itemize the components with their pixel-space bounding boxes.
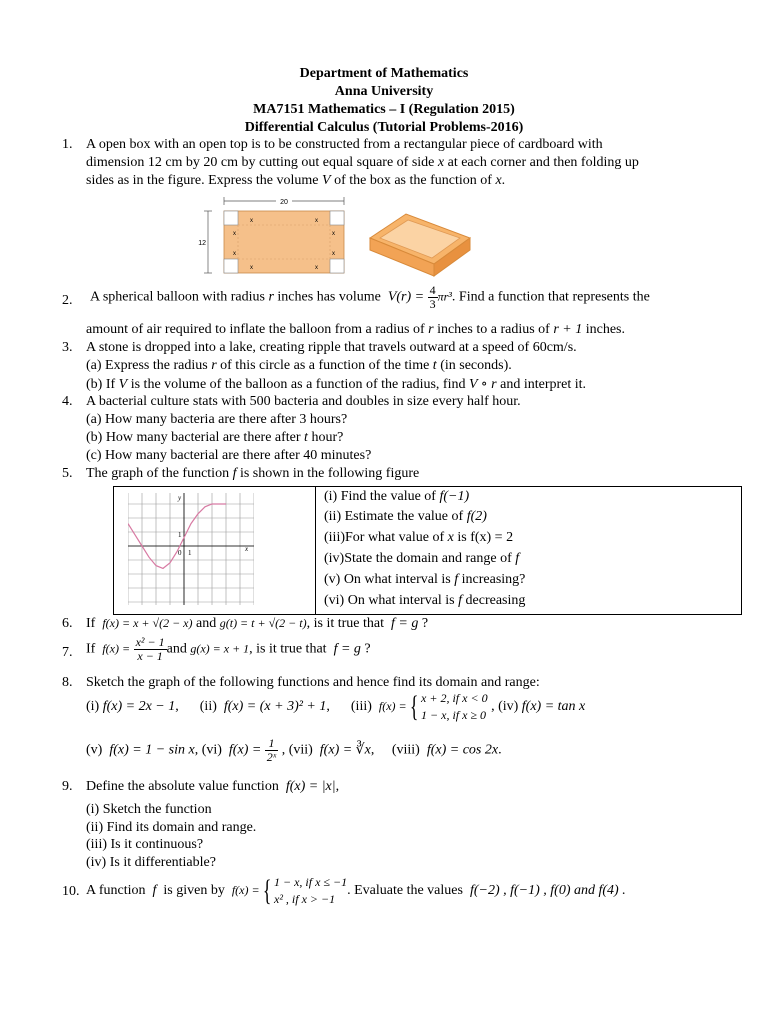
- corner-square: [330, 211, 344, 225]
- q1-line2: dimension 12 cm by 20 cm by cutting out equal square of side x at each corner and then folding up: [86, 155, 639, 170]
- q8-line1: Sketch the graph of the following functions and hence find its domain and range:: [86, 675, 540, 690]
- q2-fraction: $\frac{4}{3}$: [429, 283, 436, 311]
- origin-label: 0: [178, 549, 182, 557]
- q3-part-a: (a) Express the radius r of this circle as a function of the time t (in seconds).: [86, 358, 512, 373]
- y-axis-label: y: [178, 494, 182, 502]
- q5-item-ii: (ii) Estimate the value of f(2): [324, 509, 487, 524]
- q7-line: If f(x) = $\frac{\text{x² − 1}}{x - 1}$ and g(x) = x + 1, is it true that f = g ?: [86, 635, 371, 663]
- q5-item-iv: (iv)State the domain and range of f: [324, 551, 520, 566]
- header-department: Department of Mathematics: [299, 66, 469, 81]
- q9-part-ii: (ii) Find its domain and range.: [86, 820, 257, 835]
- q6-line: If f(x) = x + √(2 − x) and g(t) = t + √(2 − t), is it true that f = g ?: [86, 616, 429, 631]
- q10-piecewise: 1 − x, if x ≤ −1 x² , if x > −1: [274, 875, 348, 906]
- q8-line3: (v) f(x) = 1 − sin x, (vi) f(x) = $\frac{1}{\text{2ˣ}}$ , (vii) f(x) = ∛x, (viii) f(x) = cos 2x.: [86, 736, 502, 764]
- q8-line2: (i) f(x) = 2x − 1, (ii) f(x) = (x + 3)² + 1, (iii) f(x) ={ x + 2, if x < 0 1 − x, if x ≥ 0 , (iv) f(x) = tan x: [86, 690, 586, 723]
- corner-x-label: x: [315, 265, 318, 271]
- q5-item-i: (i) Find the value of f(−1): [324, 489, 470, 504]
- q2-number: 2.: [62, 293, 73, 308]
- q9-part-iii: (iii) Is it continuous?: [86, 837, 204, 852]
- q2-line2: amount of air required to inflate the balloon from a radius of r inches to a radius of r + 1 inches.: [86, 322, 625, 337]
- q9-line1: Define the absolute value function f(x) = |x|,: [86, 779, 340, 794]
- q8-number: 8.: [62, 675, 73, 690]
- height-label: 12: [198, 240, 206, 247]
- q4-part-b: (b) How many bacterial are there after t hour?: [86, 430, 344, 445]
- q3-number: 3.: [62, 340, 73, 355]
- q10-number: 10.: [62, 884, 80, 899]
- corner-x-label: x: [315, 218, 318, 224]
- q3-part-b: (b) If V is the volume of the balloon as a function of the radius, find V ∘ r and interpret it.: [86, 377, 587, 392]
- q7-number: 7.: [62, 645, 73, 660]
- corner-square: [224, 259, 238, 273]
- width-label: 20: [280, 199, 288, 206]
- x-axis-label: x: [245, 545, 249, 553]
- header-title: Differential Calculus (Tutorial Problems-2016): [244, 120, 524, 135]
- q1-line3: sides as in the figure. Express the volume V of the box as the function of x.: [86, 173, 506, 188]
- y-tick-label: 1: [178, 531, 182, 539]
- left-brace-icon: {: [262, 874, 272, 907]
- q9-part-iv: (iv) Is it differentiable?: [86, 855, 216, 870]
- q4-line1: A bacterial culture stats with 500 bacteria and doubles in size every half hour.: [86, 394, 521, 409]
- q4-part-c: (c) How many bacterial are there after 40 minutes?: [86, 448, 372, 463]
- q3-line1: A stone is dropped into a lake, creating ripple that travels outward at a speed of 60cm/s.: [86, 340, 577, 355]
- corner-x-label: x: [250, 218, 253, 224]
- q9-number: 9.: [62, 779, 73, 794]
- q5-item-iii: (iii)For what value of x is f(x) = 2: [324, 530, 514, 545]
- q5-table: [113, 486, 742, 615]
- table-divider: [315, 487, 316, 614]
- function-curve: [128, 504, 226, 568]
- corner-x-label: x: [233, 251, 236, 257]
- q2-line1: A spherical balloon with radius r inches has volume V(r) = $\frac{4}{3}$ πr³. Find a function that represents the: [90, 283, 650, 311]
- corner-x-label: x: [332, 231, 335, 237]
- header-university: Anna University: [334, 84, 434, 99]
- q4-number: 4.: [62, 394, 73, 409]
- q9-part-i: (i) Sketch the function: [86, 802, 212, 817]
- cardboard-sheet: [224, 211, 344, 273]
- q8-piecewise: x + 2, if x < 0 1 − x, if x ≥ 0: [421, 691, 488, 722]
- header-course: MA7151 Mathematics – I (Regulation 2015): [253, 102, 515, 117]
- corner-x-label: x: [332, 251, 335, 257]
- q5-item-v: (v) On what interval is f increasing?: [324, 572, 526, 587]
- q6-number: 6.: [62, 616, 73, 631]
- q4-part-a: (a) How many bacteria are there after 3 hours?: [86, 412, 348, 427]
- cardboard-diagram: [198, 193, 358, 277]
- corner-x-label: x: [250, 265, 253, 271]
- q1-number: 1.: [62, 137, 73, 152]
- q5-line1: The graph of the function f is shown in the following figure: [86, 466, 420, 481]
- x-tick-label: 1: [188, 549, 192, 557]
- q5-item-vi: (vi) On what interval is f decreasing: [324, 593, 526, 608]
- corner-x-label: x: [233, 231, 236, 237]
- left-brace-icon: {: [409, 690, 419, 723]
- corner-square: [330, 259, 344, 273]
- q10-line: A function f is given by f(x) ={ 1 − x, if x ≤ −1 x² , if x > −1 . Evaluate the values f(−2) , f(−1) , f(0) and f(4) .: [86, 874, 626, 907]
- open-box-illustration: [366, 208, 474, 280]
- q8-fraction: $\frac{1}{\text{2ˣ}}$: [266, 736, 277, 764]
- corner-square: [224, 211, 238, 225]
- q1-line1: A open box with an open top is to be constructed from a rectangular piece of cardboard with: [86, 137, 603, 152]
- q7-fraction: $\frac{\text{x² − 1}}{x - 1}$: [135, 635, 165, 663]
- function-graph: [128, 493, 254, 605]
- q5-number: 5.: [62, 466, 73, 481]
